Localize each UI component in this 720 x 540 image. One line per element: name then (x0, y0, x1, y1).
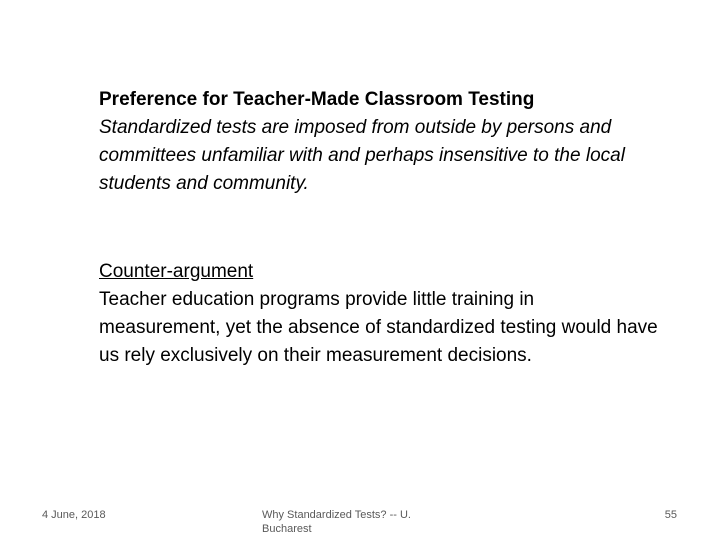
counter-argument-heading: Counter-argument (99, 261, 254, 282)
footer-date: 4 June, 2018 (42, 509, 106, 521)
argument-block (99, 86, 659, 198)
argument-text: Standardized tests are imposed from outside by persons and committees unfamiliar with and perhaps insensitive to the local students and community. (99, 117, 625, 194)
footer-title: Why Standardized Tests? -- U. Bucharest (262, 509, 411, 535)
counter-argument-block (99, 258, 659, 370)
argument-heading: Preference for Teacher-Made Classroom Testing (99, 89, 535, 110)
page-number: 55 (664, 509, 677, 521)
counter-argument-text: Teacher education programs provide little training in measurement, yet the absence of standardized testing would have us rely exclusively on their measurement decisions. (99, 289, 658, 366)
